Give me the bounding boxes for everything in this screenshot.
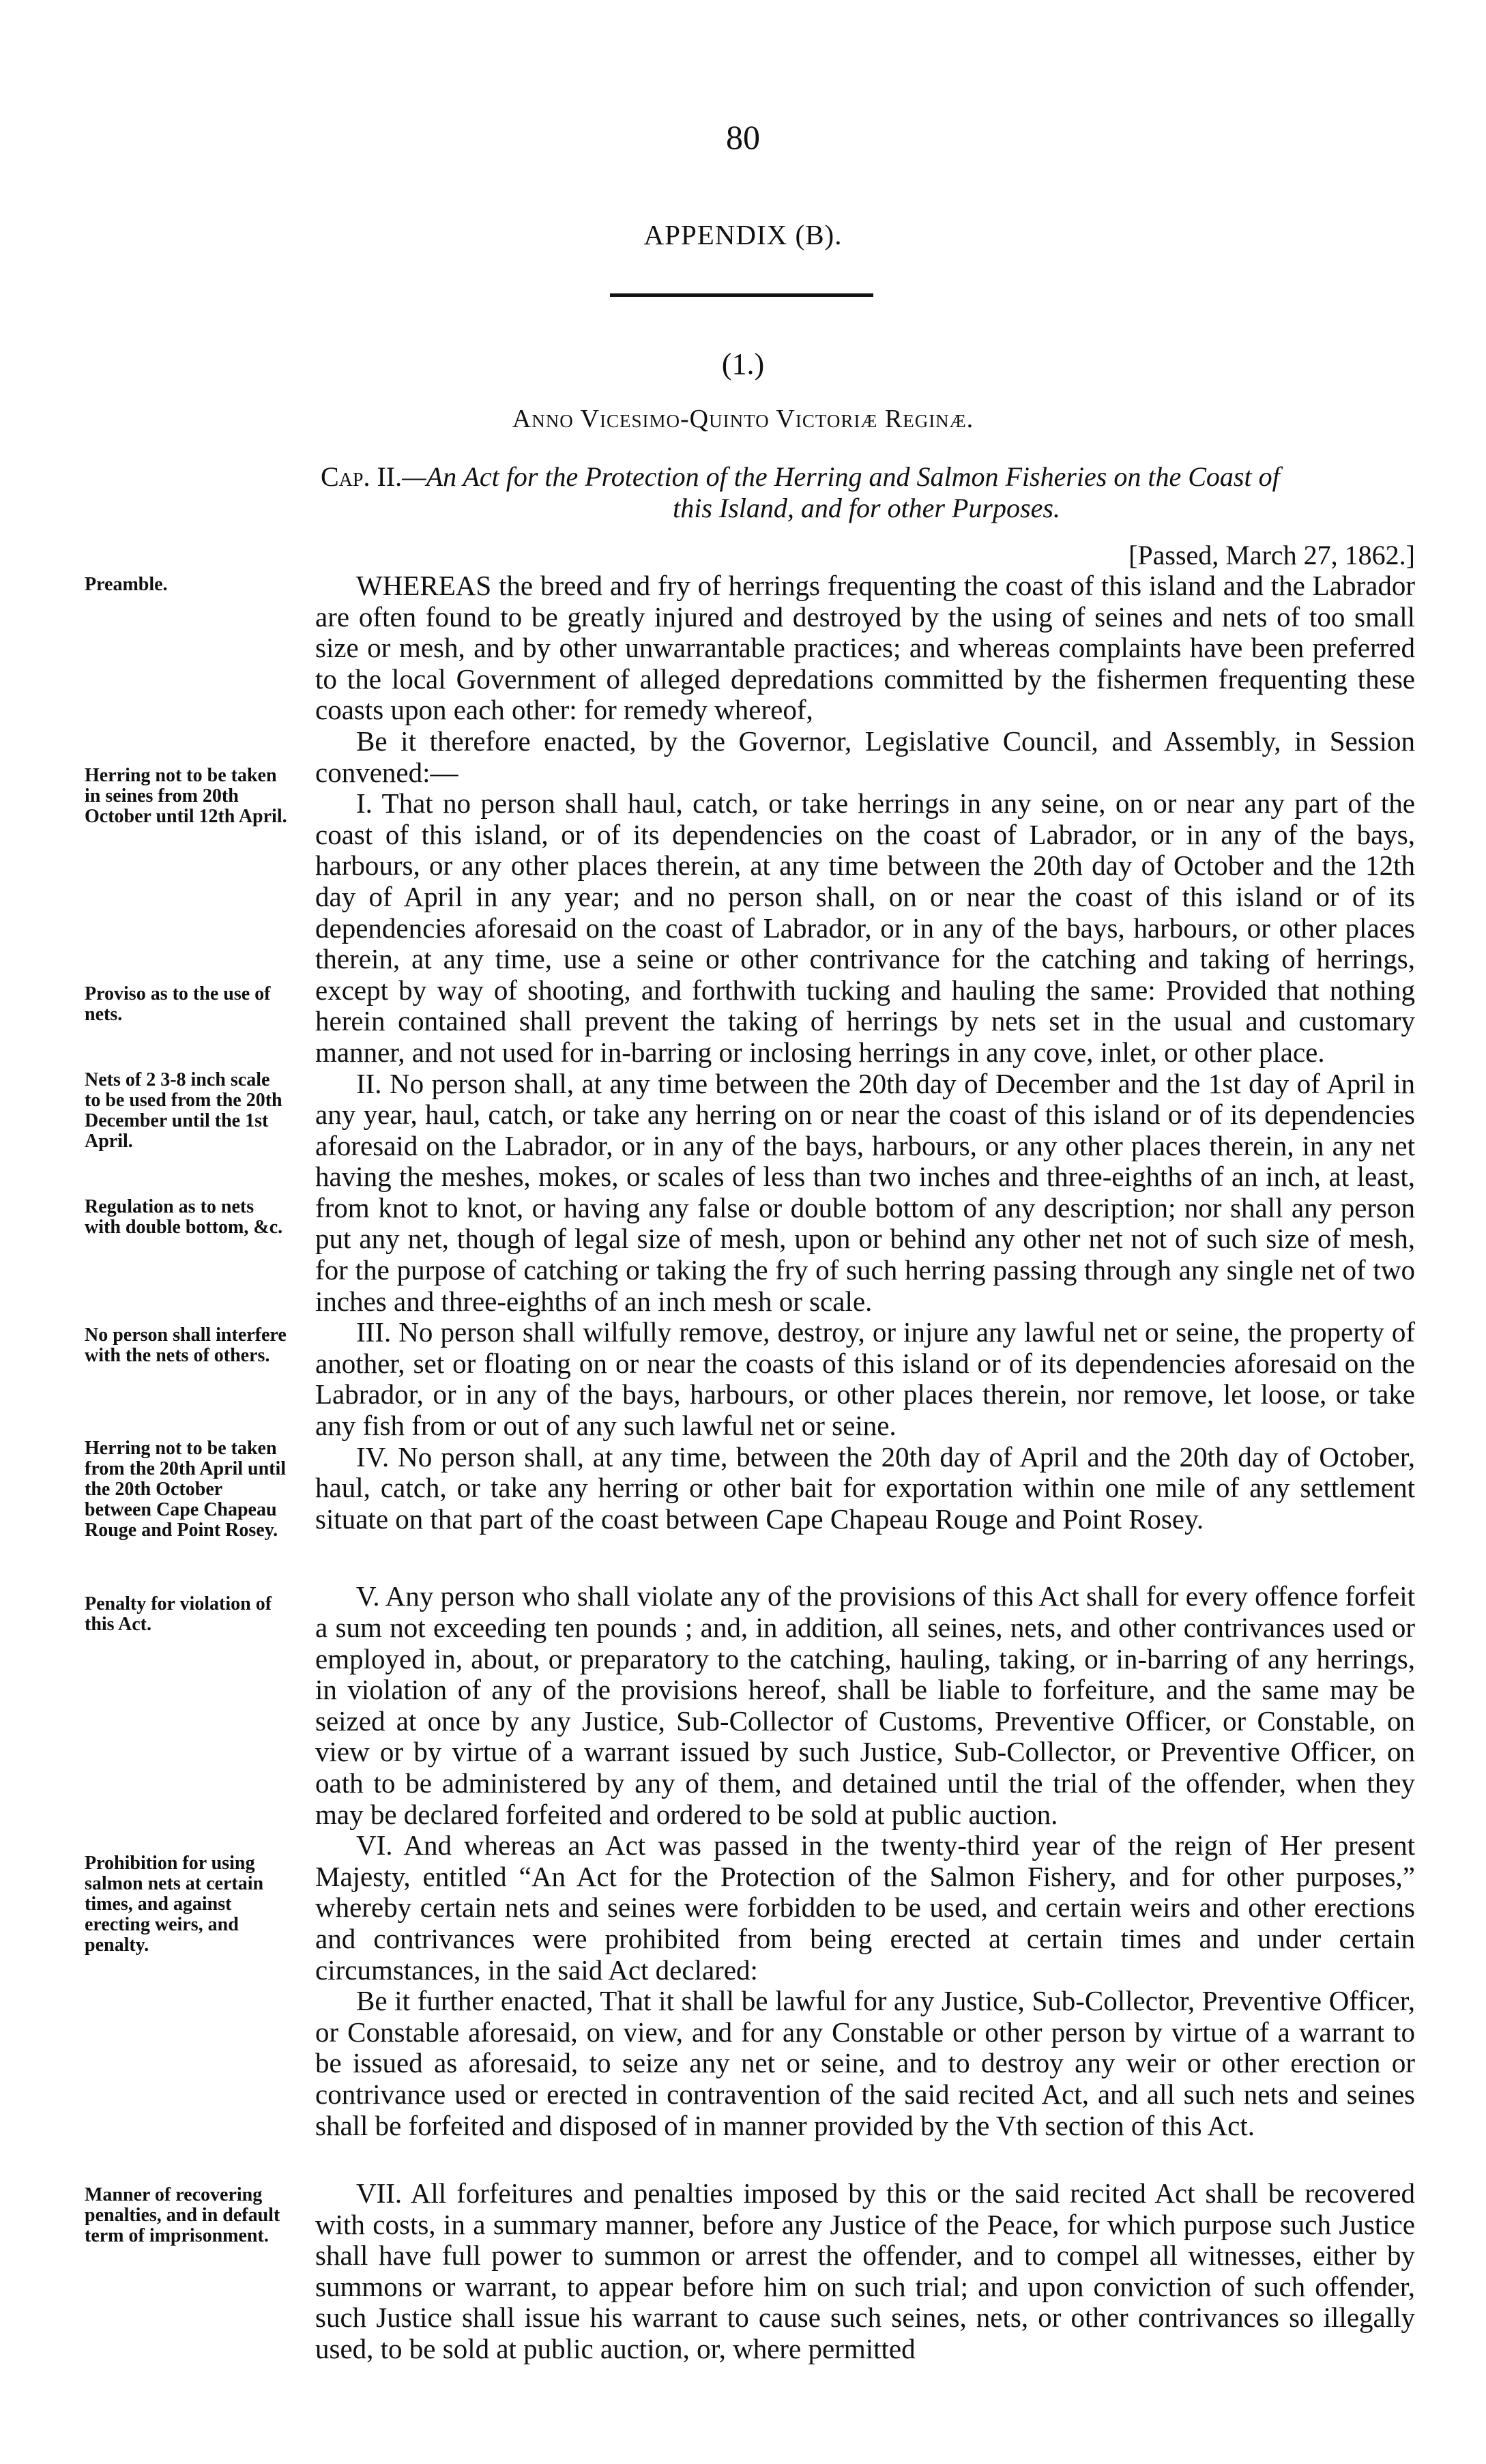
margin-note-net-scale: Nets of 2 3-8 inch scale to be used from the 20th December until the 1st April. (85, 1069, 282, 1152)
margin-note-proviso-nets: Proviso as to the use of nets. (85, 983, 271, 1025)
section-5: V. Any person who shall violate any of the provisions of this Act shall for every offence forfeit a sum not exceeding ten pounds ; and, in addition, all seines, nets, and other contrivances used or employed in, about, or preparatory to the catching, hauling, taking, or in-barring of any herrings, in violation of any of the provisions hereof, shall be liable to forfeiture, and the same may be seized at once by any Justice, Sub-Collector of Customs, Preventive Officer, or Constable, on view or by virtue of a warrant issued by such Justice, Sub-Collector, or Preventive Officer, on oath to be administered by any of them, and detained until the trial of the offender, when they may be declared forfeited and ordered to be sold at public auction. (315, 1580, 1415, 1830)
section-7: VII. All forfeitures and penalties imposed by this or the said recited Act shall be recovered with costs, in a summary manner, before any Justice of the Peace, for which purpose such Justice shall have full power to summon or arrest the offender, and to compel all witnesses, either by summons or warrant, to appear before him on such trial; and upon conviction of such offender, such Justice shall issue his warrant to cause such seines, nets, or other contrivances so illegally used, to be sold at public auction, or, where permitted (315, 2177, 1415, 2365)
act-title-part-1: —An Act for the Protection of the Herring and Salmon Fisheries on the Coast of (402, 461, 1280, 492)
preamble-paragraph: WHEREAS the breed and fry of herrings frequenting the coast of this island and the Labrador are often found to be greatly injured and destroyed by the using of seines and nets of too small size or mesh, and by other unwarrantable practices; and whereas complaints have been preferred to the local Government of alleged depredations committed by the fishermen frequenting these coasts upon each other: for remedy whereof, (315, 570, 1415, 726)
margin-note-preamble: Preamble. (85, 574, 168, 595)
section-3: III. No person shall wilfully remove, destroy, or injure any lawful net or seine, the property of another, set or floating on or near the coasts of this island or of its dependencies aforesaid on the Labrador, or in any of the bays, harbours, or other places therein, nor remove, let loose, or take any fish from or out of any such lawful net or seine. (315, 1316, 1415, 1442)
appendix-heading: APPENDIX (B). (643, 219, 843, 250)
act-body (315, 570, 1415, 2365)
margin-note-penalty: Penalty for violation of this Act. (85, 1593, 272, 1635)
margin-note-double-bottom: Regulation as to nets with double bottom, &c. (85, 1196, 283, 1238)
cap-label: Cap. II. (321, 461, 403, 492)
passed-date: [Passed, March 27, 1862.] (1128, 540, 1415, 570)
margin-note-herring-seines: Herring not to be taken in seines from 20th October until 12th April. (85, 765, 287, 827)
act-title-line-1 (321, 461, 1412, 493)
page-number: 80 (726, 118, 760, 156)
heading-divider (610, 293, 873, 297)
section-1: I. That no person shall haul, catch, or take herrings in any seine, on or near any part of the coast of this island, or of its dependencies on the coast of Labrador, or in any of the bays, harbours, or any other places therein, at any time between the 20th day of October and the 12th day of April in any year; and no person shall, on or near the coast of this island or of its dependencies aforesaid on the coast of Labrador, or in any of the bays, harbours, or other places therein, at any time, use a seine or other contrivance for the catching and taking of herrings, except by way of shooting, and forthwith tucking and hauling the same: Provided that nothing herein contained shall prevent the taking of herrings by nets set in the usual and customary manner, and not used for in-barring or inclosing herrings in any cove, inlet, or other place. (315, 787, 1415, 1068)
section-2: II. No person shall, at any time between the 20th day of December and the 1st day of April in any year, haul, catch, or take any herring on or near the coast of this island or of its dependencies aforesaid on the Labrador, or in any of the bays, harbours, or any other places therein, in any net having the meshes, mokes, or scales of less than two inches and three-eighths of an inch, at least, from knot to knot, or having any false or double bottom of any description; nor shall any person put any net, though of legal size of mesh, upon or behind any other net not of such size of mesh, for the purpose of catching or taking the fry of such herring passing through any single net of two inches and three-eighths of an inch mesh or scale. (315, 1067, 1415, 1317)
margin-note-cape-chapeau-rouge: Herring not to be taken from the 20th April until the 20th October between Cape Chapeau Rouge and Point Rosey. (85, 1438, 287, 1541)
margin-note-interfere-nets: No person shall interfere with the nets of others. (85, 1324, 287, 1366)
section-4: IV. No person shall, at any time, between the 20th day of April and the 20th day of October, haul, catch, or take any herring or other bait for exportation within one mile of any settlement situate on that part of the coast between Cape Chapeau Rouge and Point Rosey. (315, 1440, 1415, 1535)
section-6: VI. And whereas an Act was passed in the twenty-third year of the reign of Her present Majesty, entitled “An Act for the Protection of the Salmon Fishery, and for other purposes,” whereby certain nets and seines were forbidden to be used, and certain weirs and other erections and contrivances were prohibited from being erected at certain times and under certain circumstances, in the said Act declared: (315, 1829, 1415, 1986)
act-title-line-2: this Island, and for other Purposes. (673, 493, 1060, 523)
section-6-enactment: Be it further enacted, That it shall be lawful for any Justice, Sub-Collector, Preventive Officer, or Constable aforesaid, on view, and for any Constable or other person by virtue of a warrant to be issued as aforesaid, to seize any net or seine, and to destroy any weir or other erection or contrivance used or erected in contravention of the said recited Act, and all such nets and seines shall be forfeited and disposed of in manner provided by the Vth section of this Act. (315, 1985, 1415, 2141)
margin-note-recovering-penalties: Manner of recovering penalties, and in default term of imprisonment. (85, 2184, 280, 2246)
margin-note-salmon-weirs: Prohibition for using salmon nets at certain times, and against erecting weirs, and penalty. (85, 1853, 264, 1956)
section-number: (1.) (721, 347, 765, 381)
regnal-year: Anno Vicesimo-Quinto Victoriæ Reginæ. (512, 405, 974, 433)
enacting-clause: Be it therefore enacted, by the Governor, Legislative Council, and Assembly, in Session convened:— (315, 725, 1415, 788)
